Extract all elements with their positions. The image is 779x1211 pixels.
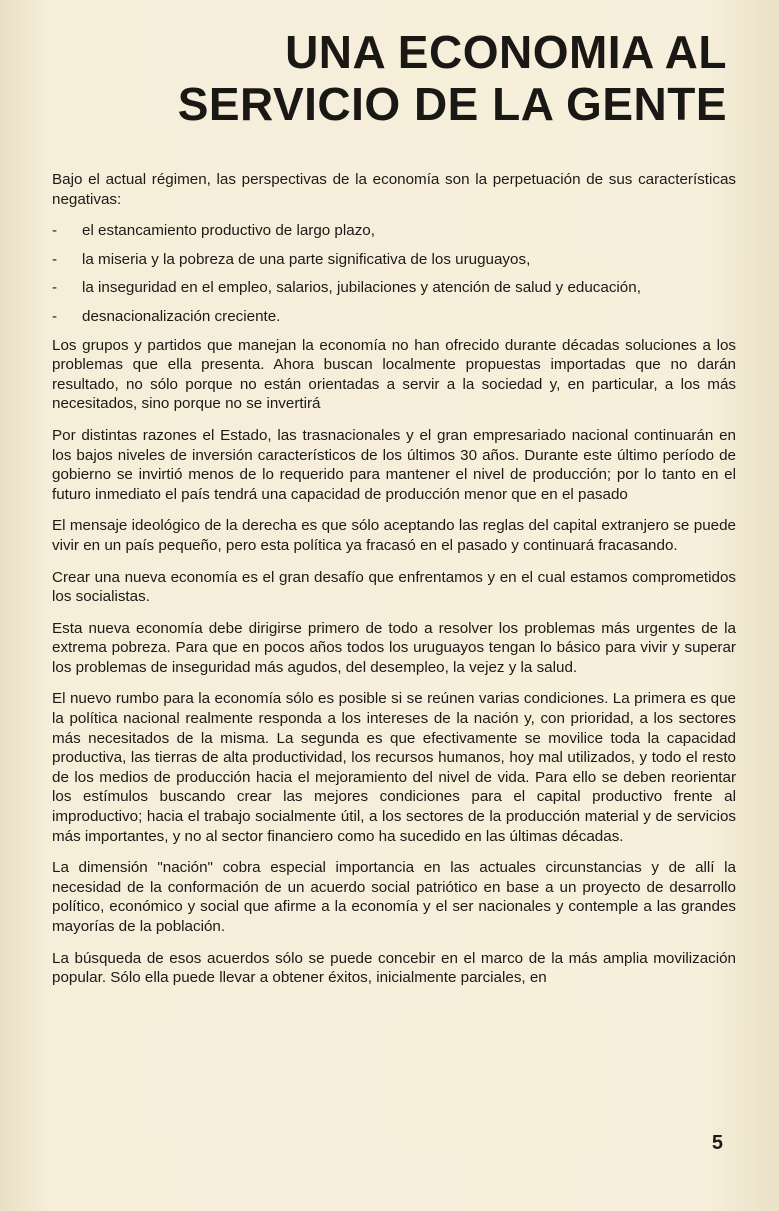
- intro-paragraph: Bajo el actual régimen, las perspectivas de la economía son la perpetuación de sus características negativas:: [52, 171, 736, 208]
- list-item: - la inseguridad en el empleo, salarios, jubilaciones y atención de salud y educación,: [52, 278, 736, 298]
- title-line-2: SERVICIO DE LA GENTE: [177, 78, 727, 130]
- paragraph: Los grupos y partidos que manejan la economía no han ofrecido durante décadas soluciones a los problemas que ella presenta. Ahora buscan localmente propuestas importadas que no darán resultado, no sólo porque no están orientadas a servir a la sociedad y, en particular, a los más necesitados, sino porque no se invertirá: [52, 336, 736, 413]
- page-title: [178, 26, 727, 130]
- list-item: - la miseria y la pobreza de una parte significativa de los uruguayos,: [52, 250, 736, 270]
- paragraph: Por distintas razones el Estado, las trasnacionales y el gran empresariado nacional continuarán en los bajos niveles de inversión característicos de los últimos 30 años. Durante este último período de gobierno se invirtió menos de lo requerido para mantener el nivel de producción; por lo tanto en el futuro inmediato el país tendrá una capacidad de producción menor que en el pasado: [52, 426, 736, 503]
- paragraph: El nuevo rumbo para la economía sólo es posible si se reúnen varias condiciones. La primera es que la política nacional realmente responda a los intereses de la nación y, con prioridad, a los sectores más necesitados de la misma. La segunda es que efectivamente se movilice toda la capacidad productiva, las tierras de alta productividad, los recursos humanos, hoy mal utilizados, y todo el resto de los medios de producción hacia el mejoramiento del nivel de vida. Para ello se deben reorientar los estímulos buscando crear las mejores condiciones para el capital productivo frente al improductivo; hacia el trabajo socialmente útil, a los sectores de la producción material y de servicios más importantes, y no al sector financiero como ha sucedido en las últimas décadas.: [52, 690, 736, 845]
- paragraph: Esta nueva economía debe dirigirse primero de todo a resolver los problemas más urgentes de la extrema pobreza. Para que en pocos años todos los uruguayos tengan lo básico para vivir y superar los problemas de inseguridad más agudos, del desempleo, la vejez y la salud.: [52, 619, 736, 676]
- title-line-1: UNA ECONOMIA AL: [285, 26, 727, 78]
- list-item: - el estancamiento productivo de largo plazo,: [52, 221, 736, 241]
- paragraph: El mensaje ideológico de la derecha es que sólo aceptando las reglas del capital extranjero se puede vivir en un país pequeño, pero esta política ya fracasó en el pasado y continuará fracasando.: [52, 517, 736, 554]
- body-text: [52, 170, 736, 1000]
- negative-characteristics-list: [52, 221, 736, 326]
- list-item: - desnacionalización creciente.: [52, 307, 736, 327]
- page-number: 5: [711, 1132, 723, 1154]
- paragraph: La búsqueda de esos acuerdos sólo se puede concebir en el marco de la más amplia movilización popular. Sólo ella puede llevar a obtener éxitos, inicialmente parciales, en: [52, 949, 736, 987]
- paragraph: La dimensión "nación" cobra especial importancia en las actuales circunstancias y de allí la necesidad de la conformación de un acuerdo social patriótico en base a un proyecto de desarrollo político, económico y social que afirme a la economía y el ser nacionales y contemple a las grandes mayorías de la población.: [52, 859, 736, 935]
- paragraph: Crear una nueva economía es el gran desafío que enfrentamos y en el cual estamos comprometidos los socialistas.: [52, 568, 736, 606]
